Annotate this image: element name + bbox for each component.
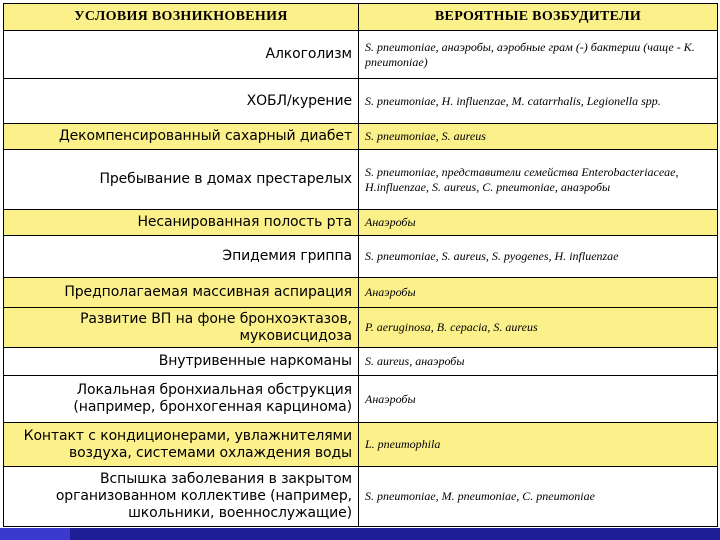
table-row bbox=[4, 467, 718, 527]
condition-cell: Несанированная полость рта bbox=[4, 210, 359, 236]
condition-cell: Контакт с кондиционерами, увлажнителями воздуха, системами охлаждения воды bbox=[4, 423, 359, 467]
pathogens-cell: S. pneumoniae, S. aureus, S. pyogenes, H. influenzae bbox=[359, 236, 718, 278]
pathogens-cell: Анаэробы bbox=[359, 210, 718, 236]
table-row bbox=[4, 236, 718, 278]
pathogens-cell: Анаэробы bbox=[359, 278, 718, 308]
pathogens-cell: L. pneumophila bbox=[359, 423, 718, 467]
table-row bbox=[4, 278, 718, 308]
table-row bbox=[4, 210, 718, 236]
pathogens-cell: Анаэробы bbox=[359, 376, 718, 423]
table-row bbox=[4, 376, 718, 423]
table-header-row bbox=[4, 4, 718, 31]
condition-cell: Предполагаемая массивная аспирация bbox=[4, 278, 359, 308]
pathogens-cell: S. pneumoniae, S. aureus bbox=[359, 124, 718, 150]
pathogens-table bbox=[3, 3, 718, 527]
table-row bbox=[4, 423, 718, 467]
condition-cell: Внутривенные наркоманы bbox=[4, 348, 359, 376]
table-row bbox=[4, 31, 718, 79]
table-row bbox=[4, 308, 718, 348]
header-conditions: УСЛОВИЯ ВОЗНИКНОВЕНИЯ bbox=[4, 4, 359, 31]
table-row bbox=[4, 150, 718, 210]
condition-cell: ХОБЛ/курение bbox=[4, 79, 359, 124]
header-pathogens: ВЕРОЯТНЫЕ ВОЗБУДИТЕЛИ bbox=[359, 4, 718, 31]
condition-cell: Декомпенсированный сахарный диабет bbox=[4, 124, 359, 150]
condition-cell: Алкоголизм bbox=[4, 31, 359, 79]
condition-cell: Вспышка заболевания в закрытом организованном коллективе (например, школьники, военнослужащие) bbox=[4, 467, 359, 527]
condition-cell: Эпидемия гриппа bbox=[4, 236, 359, 278]
condition-cell: Развитие ВП на фоне бронхоэктазов, муковисцидоза bbox=[4, 308, 359, 348]
condition-cell: Локальная бронхиальная обструкция (например, бронхогенная карцинома) bbox=[4, 376, 359, 423]
pathogens-cell: S. pneumoniae, H. influenzae, M. catarrhalis, Legionella spp. bbox=[359, 79, 718, 124]
footer-bar bbox=[0, 528, 720, 540]
table-row bbox=[4, 79, 718, 124]
footer-bar-accent bbox=[0, 528, 70, 540]
table-row bbox=[4, 124, 718, 150]
pathogens-cell: S. pneumoniae, M. pneumoniae, C. pneumoniae bbox=[359, 467, 718, 527]
pathogens-cell: S. aureus, анаэробы bbox=[359, 348, 718, 376]
pathogens-cell: S. pneumoniae, представители семейства Enterobacteriaceae, H.influenzae, S. aureus, C. pneumoniae, анаэробы bbox=[359, 150, 718, 210]
condition-cell: Пребывание в домах престарелых bbox=[4, 150, 359, 210]
pathogens-cell: P. aeruginosa, B. cepacia, S. aureus bbox=[359, 308, 718, 348]
pathogens-cell: S. pneumoniae, анаэробы, аэробные грам (-) бактерии (чаще - K. pneumoniae) bbox=[359, 31, 718, 79]
table-row bbox=[4, 348, 718, 376]
